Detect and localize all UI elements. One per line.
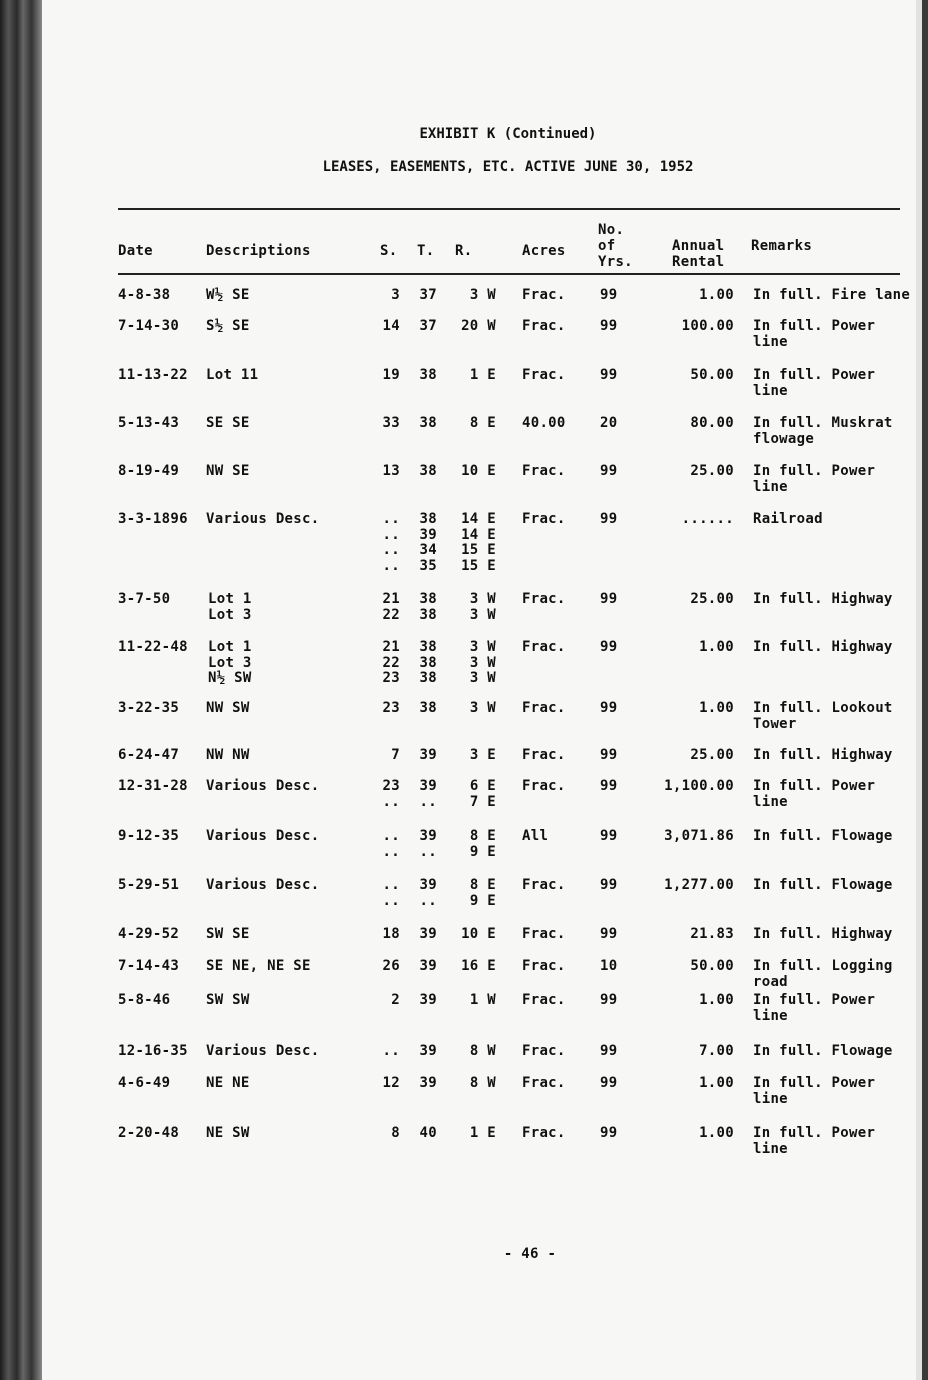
lease-remarks: In full. Power — [753, 1075, 876, 1091]
lease-description: SE SE — [206, 415, 250, 431]
lease-range: 3 W — [469, 591, 496, 607]
lease-remarks: In full. Power — [753, 992, 876, 1008]
lease-years: 99 — [600, 511, 618, 527]
lease-township: 39 — [419, 877, 437, 893]
document-page — [42, 0, 922, 1380]
lease-township: 35 — [419, 557, 437, 574]
lease-township: .. — [419, 892, 437, 909]
lease-years: 99 — [600, 367, 618, 383]
lease-township: 39 — [419, 1075, 437, 1091]
lease-section: 18 — [382, 926, 400, 942]
lease-township: 38 — [419, 463, 437, 479]
lease-years: 99 — [600, 1043, 618, 1059]
lease-township: 38 — [419, 654, 437, 671]
lease-rental: 50.00 — [690, 958, 734, 974]
lease-description: Lot 3 — [208, 606, 252, 623]
lease-rental: 25.00 — [690, 747, 734, 763]
lease-township: 39 — [419, 778, 437, 794]
lease-section: .. — [382, 828, 400, 844]
lease-section: .. — [382, 843, 400, 860]
lease-date: 3-22-35 — [118, 700, 180, 716]
lease-rental: 1,277.00 — [664, 877, 734, 893]
lease-acres: Frac. — [522, 1075, 566, 1091]
lease-range: 1 E — [469, 1125, 496, 1141]
lease-township: 39 — [419, 958, 437, 974]
lease-years: 99 — [600, 463, 618, 479]
lease-section: 26 — [382, 958, 400, 974]
lease-years: 99 — [600, 747, 618, 763]
lease-date: 9-12-35 — [118, 828, 180, 844]
lease-remarks: road — [753, 973, 788, 990]
lease-range: 9 E — [469, 843, 496, 860]
lease-range: 3 W — [469, 670, 496, 686]
lease-township: 40 — [419, 1125, 437, 1141]
lease-township: 38 — [419, 700, 437, 716]
lease-range: 3 W — [469, 654, 496, 671]
lease-range: 10 E — [461, 463, 496, 479]
lease-date: 8-19-49 — [118, 463, 180, 479]
lease-acres: Frac. — [522, 1125, 566, 1141]
page-edge — [916, 0, 922, 1380]
lease-range: 8 E — [469, 877, 496, 893]
lease-description: Lot 11 — [206, 367, 259, 383]
lease-date: 3-7-50 — [118, 591, 171, 607]
lease-township: 37 — [419, 318, 437, 334]
lease-acres: All — [522, 828, 549, 844]
col-header-rental-1: Annual — [672, 238, 725, 254]
lease-date: 4-6-49 — [118, 1075, 171, 1091]
lease-years: 20 — [600, 415, 618, 431]
lease-range: 8 E — [469, 828, 496, 844]
col-header-years-3: Yrs. — [598, 254, 633, 270]
lease-date: 5-13-43 — [118, 415, 180, 431]
lease-township: 39 — [419, 747, 437, 763]
lease-years: 99 — [600, 877, 618, 893]
lease-remarks: In full. Muskrat — [753, 415, 893, 431]
lease-section: 8 — [391, 1125, 400, 1141]
lease-description: Various Desc. — [206, 511, 320, 527]
col-header-remarks: Remarks — [751, 238, 813, 254]
lease-date: 6-24-47 — [118, 747, 180, 763]
lease-rental: 25.00 — [690, 463, 734, 479]
lease-range: 8 W — [469, 1075, 496, 1091]
lease-section: 23 — [382, 778, 400, 794]
lease-township: 39 — [419, 992, 437, 1008]
lease-section: 33 — [382, 415, 400, 431]
lease-township: 38 — [419, 367, 437, 383]
lease-range: 3 W — [469, 606, 496, 623]
lease-rental: 1.00 — [699, 1125, 734, 1141]
lease-township: 38 — [419, 511, 437, 527]
lease-township: 39 — [419, 828, 437, 844]
lease-section: 2 — [391, 992, 400, 1008]
lease-township: 37 — [419, 287, 437, 303]
lease-section: 13 — [382, 463, 400, 479]
exhibit-title: EXHIBIT K (Continued) — [419, 126, 597, 142]
lease-range: 20 W — [461, 318, 496, 334]
lease-years: 99 — [600, 1075, 618, 1091]
lease-years: 99 — [600, 778, 618, 794]
lease-description: SW SE — [206, 926, 250, 942]
col-header-rental-2: Rental — [672, 254, 725, 270]
lease-description: SE NE, NE SE — [206, 958, 311, 974]
lease-date: 5-29-51 — [118, 877, 180, 893]
lease-acres: Frac. — [522, 591, 566, 607]
lease-remarks: line — [753, 1140, 788, 1157]
lease-remarks: In full. Power — [753, 367, 876, 383]
lease-township: 38 — [419, 670, 437, 686]
col-header-section: S. — [380, 243, 398, 259]
lease-remarks: line — [753, 382, 788, 399]
lease-remarks: In full. Power — [753, 318, 876, 334]
lease-township: 39 — [419, 1043, 437, 1059]
lease-remarks: In full. Power — [753, 778, 876, 794]
lease-description: NW SW — [206, 700, 250, 716]
table-title: LEASES, EASEMENTS, ETC. ACTIVE JUNE 30, 1952 — [322, 159, 694, 175]
lease-remarks: line — [753, 478, 788, 495]
lease-section: 21 — [382, 639, 400, 655]
lease-description: N½ SW — [208, 670, 252, 686]
lease-years: 99 — [600, 318, 618, 334]
lease-description: NW NW — [206, 747, 250, 763]
lease-rental: 1.00 — [699, 639, 734, 655]
lease-township: 39 — [419, 526, 437, 543]
lease-date: 3-3-1896 — [118, 511, 188, 527]
lease-years: 99 — [600, 700, 618, 716]
lease-years: 99 — [600, 639, 618, 655]
lease-section: 14 — [382, 318, 400, 334]
lease-range: 8 E — [469, 415, 496, 431]
lease-rental: ...... — [681, 511, 734, 527]
lease-rental: 1.00 — [699, 992, 734, 1008]
lease-description: Various Desc. — [206, 1043, 320, 1059]
lease-section: .. — [382, 511, 400, 527]
lease-acres: Frac. — [522, 926, 566, 942]
lease-section: .. — [382, 557, 400, 574]
lease-date: 4-29-52 — [118, 926, 180, 942]
lease-township: 38 — [419, 591, 437, 607]
lease-section: .. — [382, 526, 400, 543]
lease-remarks: Tower — [753, 715, 797, 732]
lease-range: 6 E — [469, 778, 496, 794]
lease-township: 39 — [419, 926, 437, 942]
lease-remarks: line — [753, 333, 788, 350]
lease-date: 7-14-30 — [118, 318, 180, 334]
lease-range: 15 E — [461, 542, 496, 558]
lease-acres: Frac. — [522, 700, 566, 716]
lease-remarks: In full. Fire lane — [753, 287, 911, 303]
lease-years: 99 — [600, 1125, 618, 1141]
lease-description: Lot 1 — [208, 639, 252, 655]
lease-years: 99 — [600, 828, 618, 844]
col-header-range: R. — [455, 243, 473, 259]
col-header-years-1: No. — [598, 222, 625, 238]
lease-years: 99 — [600, 992, 618, 1008]
lease-remarks: flowage — [753, 430, 815, 447]
lease-date: 12-16-35 — [118, 1043, 188, 1059]
lease-description: W½ SE — [206, 287, 250, 303]
lease-section: .. — [382, 892, 400, 909]
lease-acres: Frac. — [522, 367, 566, 383]
lease-remarks: Railroad — [753, 511, 823, 527]
lease-range: 14 E — [461, 511, 496, 527]
lease-date: 12-31-28 — [118, 778, 188, 794]
lease-township: 38 — [419, 415, 437, 431]
lease-date: 11-22-48 — [118, 639, 188, 655]
lease-rental: 25.00 — [690, 591, 734, 607]
lease-section: 12 — [382, 1075, 400, 1091]
lease-rental: 80.00 — [690, 415, 734, 431]
lease-acres: Frac. — [522, 463, 566, 479]
lease-range: 1 W — [469, 992, 496, 1008]
lease-range: 14 E — [461, 526, 496, 543]
lease-years: 99 — [600, 591, 618, 607]
lease-description: NW SE — [206, 463, 250, 479]
book-binding — [0, 0, 42, 1380]
lease-remarks: In full. Flowage — [753, 877, 893, 893]
lease-section: .. — [382, 1043, 400, 1059]
lease-section: 22 — [382, 654, 400, 671]
lease-township: 38 — [419, 639, 437, 655]
col-header-years-2: of — [598, 238, 616, 254]
lease-range: 7 E — [469, 793, 496, 810]
lease-rental: 1.00 — [699, 700, 734, 716]
lease-acres: Frac. — [522, 747, 566, 763]
lease-acres: 40.00 — [522, 415, 566, 431]
lease-description: Various Desc. — [206, 828, 320, 844]
lease-acres: Frac. — [522, 992, 566, 1008]
lease-rental: 7.00 — [699, 1043, 734, 1059]
lease-acres: Frac. — [522, 287, 566, 303]
lease-township: 38 — [419, 606, 437, 623]
lease-range: 15 E — [461, 557, 496, 574]
col-header-descriptions: Descriptions — [206, 243, 311, 259]
col-header-township: T. — [417, 243, 435, 259]
lease-range: 3 W — [469, 700, 496, 716]
lease-range: 10 E — [461, 926, 496, 942]
lease-section: .. — [382, 793, 400, 810]
lease-section: .. — [382, 877, 400, 893]
lease-remarks: In full. Lookout — [753, 700, 893, 716]
lease-years: 99 — [600, 926, 618, 942]
lease-description: Various Desc. — [206, 778, 320, 794]
lease-acres: Frac. — [522, 1043, 566, 1059]
lease-remarks: In full. Highway — [753, 926, 893, 942]
col-header-acres: Acres — [522, 243, 566, 259]
lease-date: 4-8-38 — [118, 287, 171, 303]
lease-remarks: line — [753, 1090, 788, 1107]
lease-section: 21 — [382, 591, 400, 607]
lease-years: 10 — [600, 958, 618, 974]
lease-date: 11-13-22 — [118, 367, 188, 383]
col-header-date: Date — [118, 243, 153, 259]
page-number: - 46 - — [503, 1246, 557, 1262]
lease-description: Lot 3 — [208, 654, 252, 671]
lease-range: 3 W — [469, 639, 496, 655]
lease-remarks: line — [753, 1007, 788, 1024]
lease-range: 16 E — [461, 958, 496, 974]
lease-date: 2-20-48 — [118, 1125, 180, 1141]
lease-rental: 1.00 — [699, 1075, 734, 1091]
lease-description: S½ SE — [206, 318, 250, 334]
top-rule — [118, 208, 900, 210]
lease-rental: 21.83 — [690, 926, 734, 942]
lease-acres: Frac. — [522, 318, 566, 334]
lease-date: 5-8-46 — [118, 992, 171, 1008]
header-rule — [118, 273, 900, 275]
lease-years: 99 — [600, 287, 618, 303]
lease-range: 8 W — [469, 1043, 496, 1059]
lease-range: 1 E — [469, 367, 496, 383]
lease-range: 3 W — [469, 287, 496, 303]
lease-rental: 100.00 — [681, 318, 734, 334]
lease-remarks: In full. Power — [753, 463, 876, 479]
lease-range: 3 E — [469, 747, 496, 763]
lease-date: 7-14-43 — [118, 958, 180, 974]
lease-section: 7 — [391, 747, 400, 763]
lease-section: 19 — [382, 367, 400, 383]
lease-rental: 50.00 — [690, 367, 734, 383]
lease-remarks: In full. Logging — [753, 958, 893, 974]
lease-rental: 1,100.00 — [664, 778, 734, 794]
lease-description: SW SW — [206, 992, 250, 1008]
lease-rental: 3,071.86 — [664, 828, 734, 844]
lease-remarks: In full. Flowage — [753, 1043, 893, 1059]
lease-acres: Frac. — [522, 778, 566, 794]
lease-description: NE NE — [206, 1075, 250, 1091]
lease-section: 23 — [382, 670, 400, 686]
lease-remarks: In full. Power — [753, 1125, 876, 1141]
lease-remarks: In full. Highway — [753, 639, 893, 655]
lease-township: .. — [419, 793, 437, 810]
lease-description: Lot 1 — [208, 591, 252, 607]
lease-remarks: In full. Flowage — [753, 828, 893, 844]
lease-section: 23 — [382, 700, 400, 716]
lease-acres: Frac. — [522, 511, 566, 527]
lease-range: 9 E — [469, 892, 496, 909]
lease-remarks: line — [753, 793, 788, 810]
lease-rental: 1.00 — [699, 287, 734, 303]
lease-township: 34 — [419, 542, 437, 558]
lease-remarks: In full. Highway — [753, 591, 893, 607]
lease-acres: Frac. — [522, 877, 566, 893]
lease-remarks: In full. Highway — [753, 747, 893, 763]
lease-section: 3 — [391, 287, 400, 303]
lease-township: .. — [419, 843, 437, 860]
lease-description: NE SW — [206, 1125, 250, 1141]
lease-acres: Frac. — [522, 639, 566, 655]
lease-acres: Frac. — [522, 958, 566, 974]
lease-section: 22 — [382, 606, 400, 623]
lease-section: .. — [382, 542, 400, 558]
lease-description: Various Desc. — [206, 877, 320, 893]
